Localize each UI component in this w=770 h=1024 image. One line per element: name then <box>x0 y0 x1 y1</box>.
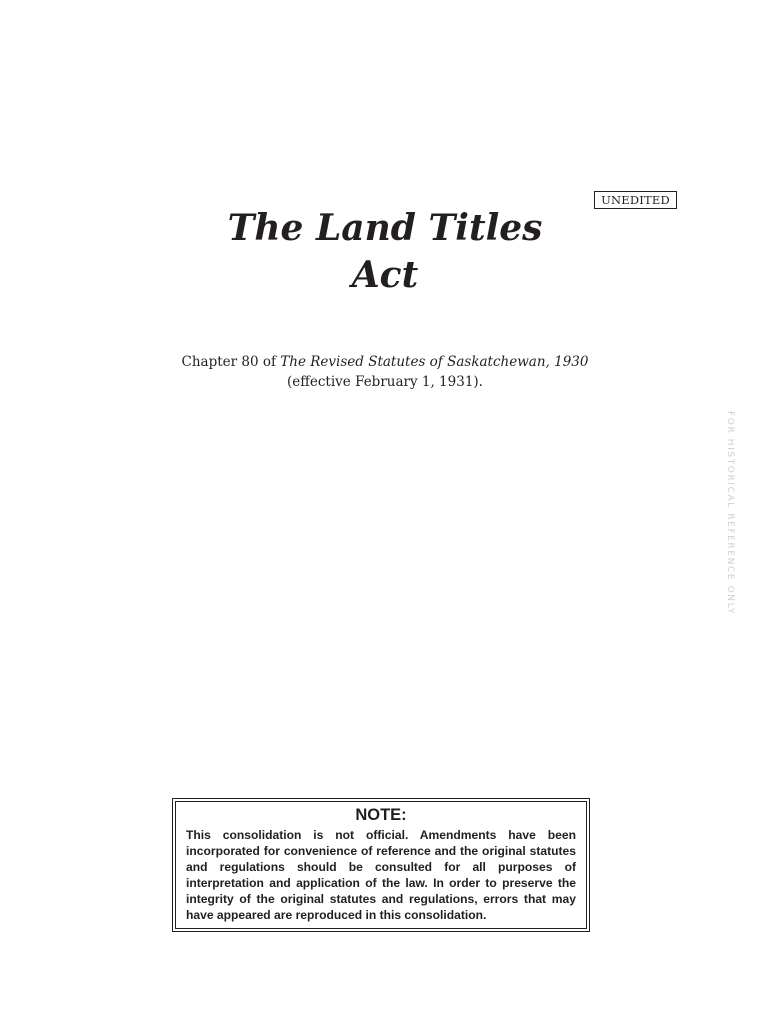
statute-name: The Revised Statutes of Saskatchewan, 1930 <box>280 354 589 370</box>
note-inner-frame <box>175 801 587 929</box>
note-box <box>172 798 590 932</box>
unedited-stamp: UNEDITED <box>594 191 677 209</box>
document-title-line-1: The Land Titles <box>227 207 543 249</box>
effective-date: (effective February 1, 1931). <box>287 374 483 390</box>
document-title-line-2: Act <box>351 254 419 296</box>
note-heading: NOTE: <box>355 806 407 824</box>
side-watermark: FOR HISTORICAL REFERENCE ONLY <box>725 410 735 616</box>
chapter-prefix: Chapter 80 of <box>181 354 281 370</box>
note-body: This consolidation is not official. Amendments have been incorporated for convenience of reference and the original statutes and regulations should be consulted for all purposes of interpretation and application of the law. In order to preserve the integrity of the original statutes and regulations, errors that may have appeared are reproduced in this consolidation. <box>186 828 576 922</box>
chapter-citation <box>150 352 620 372</box>
